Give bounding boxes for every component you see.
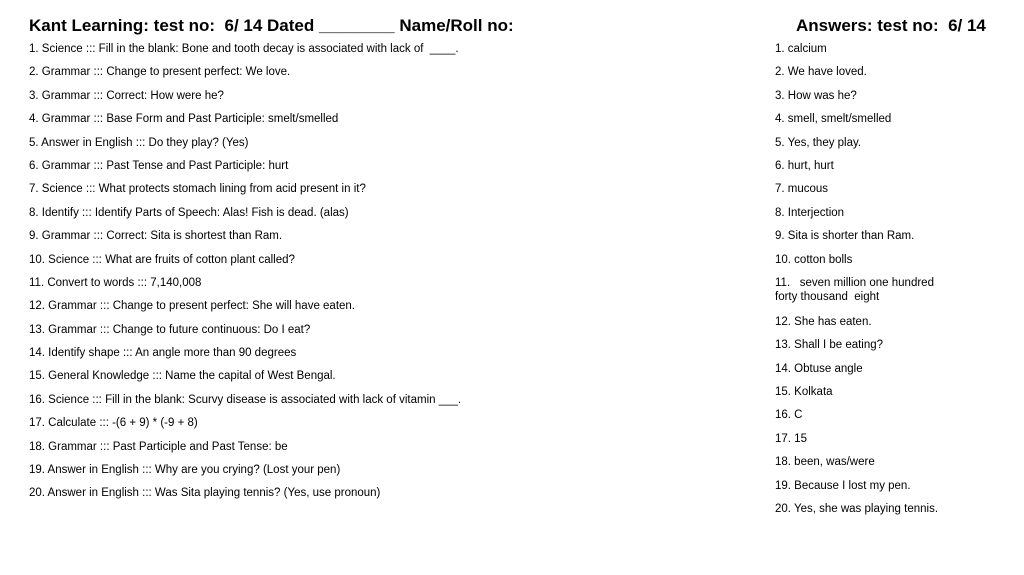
answer-item: 14. Obtuse angle (775, 362, 863, 375)
answer-item: 4. smell, smelt/smelled (775, 113, 892, 126)
answer-item: 15. Kolkata (775, 386, 833, 399)
answer-item: 11. seven million one hundred forty thousand eight (775, 276, 934, 303)
question-item: 8. Identify ::: Identify Parts of Speech: Alas! Fish is dead. (alas) (29, 206, 349, 219)
answer-item: 3. How was he? (775, 89, 857, 102)
question-item: 16. Science ::: Fill in the blank: Scurvy disease is associated with lack of vitamin ___. (29, 393, 462, 406)
answer-list (775, 42, 950, 525)
answer-item: 12. She has eaten. (775, 315, 872, 328)
question-item: 10. Science ::: What are fruits of cotton plant called? (29, 253, 295, 266)
answer-item: 8. Interjection (775, 206, 845, 219)
question-item: 9. Grammar ::: Correct: Sita is shortest than Ram. (29, 230, 283, 243)
question-item: 7. Science ::: What protects stomach lining from acid present in it? (29, 183, 366, 196)
answer-item: 17. 15 (775, 432, 807, 445)
question-item: 13. Grammar ::: Change to future continuous: Do I eat? (29, 323, 311, 336)
answers-title: Answers: test no: 6/ 14 (796, 16, 986, 35)
question-item: 15. General Knowledge ::: Name the capital of West Bengal. (29, 370, 336, 383)
question-item: 14. Identify shape ::: An angle more than 90 degrees (29, 347, 297, 360)
answer-item: 2. We have loved. (775, 66, 867, 79)
answer-item: 18. been, was/were (775, 456, 875, 469)
test-title: Kant Learning: test no: 6/ 14 Dated ________ Name/Roll no: (29, 16, 514, 35)
question-item: 19. Answer in English ::: Why are you crying? (Lost your pen) (29, 464, 341, 477)
answer-item: 19. Because I lost my pen. (775, 479, 911, 492)
question-item: 6. Grammar ::: Past Tense and Past Participle: hurt (29, 159, 289, 172)
question-item: 20. Answer in English ::: Was Sita playing tennis? (Yes, use pronoun) (29, 487, 381, 500)
answer-item: 10. cotton bolls (775, 253, 853, 266)
question-item: 4. Grammar ::: Base Form and Past Participle: smelt/smelled (29, 113, 339, 126)
question-item: 18. Grammar ::: Past Participle and Past Tense: be (29, 440, 288, 453)
answer-item: 20. Yes, she was playing tennis. (775, 503, 939, 516)
question-item: 1. Science ::: Fill in the blank: Bone and tooth decay is associated with lack of ____. (29, 43, 459, 55)
answer-item: 7. mucous (775, 183, 829, 196)
question-item: 12. Grammar ::: Change to present perfect: She will have eaten. (29, 300, 356, 313)
question-item: 5. Answer in English ::: Do they play? (Yes) (29, 136, 249, 149)
answer-item: 13. Shall I be eating? (775, 339, 884, 352)
answer-item: 16. C (775, 409, 803, 422)
question-item: 11. Convert to words ::: 7,140,008 (29, 276, 202, 289)
answer-item: 5. Yes, they play. (775, 136, 862, 149)
answer-item: 1. calcium (775, 43, 827, 55)
question-item: 3. Grammar ::: Correct: How were he? (29, 89, 224, 102)
answer-item: 9. Sita is shorter than Ram. (775, 230, 915, 243)
question-item: 2. Grammar ::: Change to present perfect: We love. (29, 66, 291, 79)
question-item: 17. Calculate ::: -(6 + 9) * (-9 + 8) (29, 417, 198, 430)
answer-item: 6. hurt, hurt (775, 159, 834, 172)
question-list (29, 42, 749, 510)
